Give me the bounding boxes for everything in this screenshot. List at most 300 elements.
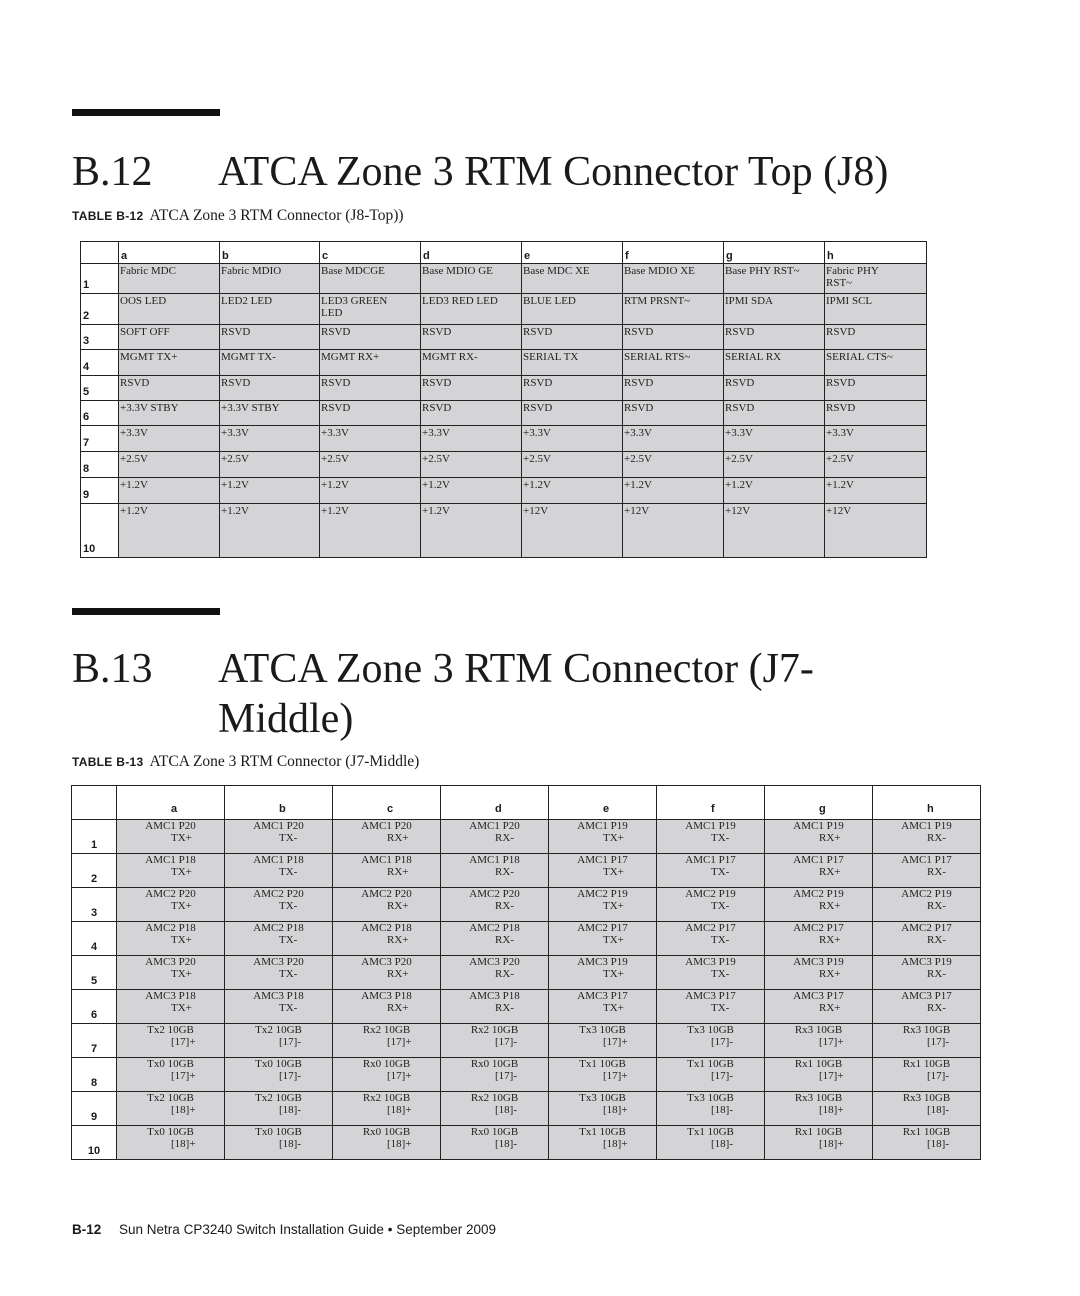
pin-cell: +3.3V STBY (220, 401, 320, 426)
pin-signal: AMC1 P20 (145, 820, 196, 832)
pin-polarity: RX- (495, 832, 514, 844)
pin-cell (441, 820, 549, 854)
pin-cell: RSVD (522, 325, 623, 350)
row-number: 4 (72, 922, 117, 956)
pin-cell (333, 956, 441, 990)
column-header-label: h (927, 803, 934, 815)
pin-polarity: RX- (927, 866, 946, 878)
pin-signal: AMC1 P20 (469, 820, 520, 832)
table-row (81, 401, 927, 426)
pin-cell: SERIAL RX (724, 350, 825, 376)
pin-cell: +1.2V (119, 478, 220, 504)
column-header-a: a (119, 242, 220, 264)
table-row (81, 426, 927, 452)
pin-cell (873, 990, 981, 1024)
pin-signal: AMC3 P17 (901, 990, 952, 1002)
pin-signal: Rx1 10GB (902, 1058, 951, 1070)
pin-polarity: TX+ (603, 900, 624, 912)
row-number: 5 (72, 956, 117, 990)
pin-signal: AMC3 P19 (685, 956, 736, 968)
pin-cell (549, 922, 657, 956)
pin-cell: +2.5V (220, 452, 320, 478)
pin-cell (549, 820, 657, 854)
pin-cell: RSVD (623, 376, 724, 401)
row-number: 4 (81, 350, 119, 376)
column-header-f: f (623, 242, 724, 264)
pin-cell (441, 956, 549, 990)
pin-cell (441, 854, 549, 888)
pin-polarity: [18]- (279, 1104, 301, 1116)
pin-cell (333, 990, 441, 1024)
pin-signal: Rx2 10GB (362, 1092, 411, 1104)
section-number: B.13 (72, 646, 153, 692)
pin-cell (117, 1092, 225, 1126)
pin-polarity: RX+ (387, 1002, 409, 1014)
pin-cell (873, 820, 981, 854)
column-header-label: g (819, 803, 826, 815)
pin-polarity: [18]+ (171, 1138, 196, 1150)
pin-cell (441, 1092, 549, 1126)
pin-cell: +1.2V (320, 478, 421, 504)
pin-signal: AMC2 P17 (685, 922, 736, 934)
page-number: B-12 (72, 1222, 102, 1237)
pin-cell (765, 1126, 873, 1160)
pin-cell: +1.2V (825, 478, 927, 504)
table-row (81, 294, 927, 325)
corner-cell (81, 242, 119, 264)
pin-cell: +1.2V (320, 504, 421, 558)
pin-polarity: [18]+ (819, 1104, 844, 1116)
row-number: 10 (72, 1126, 117, 1160)
pin-cell (657, 854, 765, 888)
pin-cell: RSVD (724, 376, 825, 401)
pin-signal: Tx0 10GB (147, 1058, 194, 1070)
column-header-f (657, 786, 765, 820)
footer-separator: • (387, 1222, 393, 1237)
pin-cell (333, 1024, 441, 1058)
section-title-line-1: ATCA Zone 3 RTM Connector (J7- (218, 646, 814, 692)
pin-cell (333, 1058, 441, 1092)
pin-cell: RSVD (421, 401, 522, 426)
pin-cell (549, 990, 657, 1024)
pin-cell: RSVD (220, 376, 320, 401)
pin-signal: AMC2 P17 (793, 922, 844, 934)
row-number: 3 (72, 888, 117, 922)
pin-signal: AMC2 P20 (145, 888, 196, 900)
pin-signal: AMC1 P19 (793, 820, 844, 832)
column-header-b (225, 786, 333, 820)
pin-cell: +1.2V (119, 504, 220, 558)
pin-cell: +2.5V (421, 452, 522, 478)
pin-signal: AMC2 P19 (901, 888, 952, 900)
pin-cell: +12V (724, 504, 825, 558)
pin-cell: RSVD (320, 325, 421, 350)
pin-cell: SOFT OFF (119, 325, 220, 350)
pin-cell: +3.3V (724, 426, 825, 452)
pin-signal: Tx0 10GB (255, 1126, 302, 1138)
pin-polarity: RX- (927, 900, 946, 912)
pin-signal: AMC3 P20 (469, 956, 520, 968)
section-heading-b12 (72, 147, 888, 197)
pin-signal: Rx3 10GB (902, 1092, 951, 1104)
pin-signal: Tx3 10GB (579, 1024, 626, 1036)
pin-signal: AMC2 P18 (253, 922, 304, 934)
pin-cell: RSVD (522, 376, 623, 401)
pin-signal: AMC2 P19 (685, 888, 736, 900)
pin-signal: AMC3 P19 (901, 956, 952, 968)
pin-polarity: TX+ (171, 934, 192, 946)
pin-polarity: [18]+ (387, 1138, 412, 1150)
pin-cell: RSVD (421, 325, 522, 350)
pin-cell (657, 888, 765, 922)
pin-polarity: RX+ (387, 900, 409, 912)
pin-cell (225, 1126, 333, 1160)
pin-cell (873, 1024, 981, 1058)
pin-cell (333, 820, 441, 854)
pin-polarity: RX- (927, 1002, 946, 1014)
pin-polarity: TX- (711, 832, 730, 844)
table-title: ATCA Zone 3 RTM Connector (J8-Top)) (149, 207, 404, 224)
row-number: 1 (81, 264, 119, 294)
pin-cell (657, 1024, 765, 1058)
pin-cell: Base MDCGE (320, 264, 421, 294)
pin-polarity: TX- (279, 968, 298, 980)
pin-polarity: [17]- (279, 1036, 301, 1048)
pin-cell (225, 1024, 333, 1058)
pin-signal: Tx1 10GB (579, 1058, 626, 1070)
pin-cell (657, 1126, 765, 1160)
pin-signal: Rx0 10GB (470, 1126, 519, 1138)
pin-cell (225, 922, 333, 956)
pin-polarity: RX+ (387, 832, 409, 844)
pin-cell (333, 854, 441, 888)
pin-signal: AMC1 P19 (685, 820, 736, 832)
table-row (81, 264, 927, 294)
row-number: 6 (81, 401, 119, 426)
pin-cell: +12V (623, 504, 724, 558)
pin-polarity: TX+ (171, 1002, 192, 1014)
pin-polarity: [18]- (927, 1138, 949, 1150)
table-header-row (81, 242, 927, 264)
pin-cell (765, 820, 873, 854)
pin-cell: SERIAL CTS~ (825, 350, 927, 376)
pin-signal: Tx2 10GB (147, 1092, 194, 1104)
pin-cell (549, 1126, 657, 1160)
pin-polarity: RX+ (387, 968, 409, 980)
column-header-g (765, 786, 873, 820)
pin-cell (765, 990, 873, 1024)
pin-cell (657, 1058, 765, 1092)
pin-cell: +12V (825, 504, 927, 558)
pin-polarity: [17]+ (819, 1070, 844, 1082)
table-row (81, 504, 927, 558)
pin-cell (873, 1058, 981, 1092)
pin-polarity: [18]- (711, 1138, 733, 1150)
pin-cell (657, 990, 765, 1024)
pin-cell: +1.2V (522, 478, 623, 504)
row-number: 5 (81, 376, 119, 401)
pin-signal: AMC1 P18 (469, 854, 520, 866)
column-header-e (549, 786, 657, 820)
column-header-e: e (522, 242, 623, 264)
table-row (81, 376, 927, 401)
pin-polarity: TX- (711, 900, 730, 912)
table-row (72, 1126, 981, 1160)
column-header-b: b (220, 242, 320, 264)
pin-cell (441, 1058, 549, 1092)
section-heading-b13 (72, 644, 814, 744)
pin-cell: +2.5V (522, 452, 623, 478)
pin-polarity: TX+ (603, 866, 624, 878)
pin-cell: +1.2V (421, 504, 522, 558)
table-row (72, 888, 981, 922)
pin-signal: Rx2 10GB (470, 1024, 519, 1036)
pin-signal: Rx1 10GB (794, 1126, 843, 1138)
section-title-line-2: Middle) (218, 696, 354, 742)
pin-cell (549, 1058, 657, 1092)
pin-signal: Tx2 10GB (147, 1024, 194, 1036)
pin-cell: +3.3V (825, 426, 927, 452)
pin-polarity: [18]+ (603, 1138, 628, 1150)
pin-polarity: [17]+ (819, 1036, 844, 1048)
pin-cell: RSVD (522, 401, 623, 426)
pin-polarity: TX+ (171, 968, 192, 980)
pin-polarity: TX+ (171, 832, 192, 844)
pin-cell: +2.5V (825, 452, 927, 478)
pin-signal: Rx2 10GB (470, 1092, 519, 1104)
pin-signal: Rx0 10GB (362, 1126, 411, 1138)
pin-cell: +2.5V (119, 452, 220, 478)
column-header-g: g (724, 242, 825, 264)
pin-cell: RSVD (825, 401, 927, 426)
pin-cell: +3.3V (320, 426, 421, 452)
pin-cell (225, 820, 333, 854)
pin-cell: +3.3V (522, 426, 623, 452)
pin-cell: RTM PRSNT~ (623, 294, 724, 325)
pin-polarity: TX+ (603, 1002, 624, 1014)
pin-cell: Base MDIO XE (623, 264, 724, 294)
column-header-label: d (495, 803, 502, 815)
pin-polarity: [17]+ (387, 1036, 412, 1048)
pin-polarity: TX+ (603, 968, 624, 980)
pin-polarity: TX+ (171, 900, 192, 912)
pin-signal: Tx0 10GB (147, 1126, 194, 1138)
pin-cell: MGMT TX+ (119, 350, 220, 376)
pin-cell (333, 922, 441, 956)
pin-signal: Tx3 10GB (687, 1024, 734, 1036)
table-title: ATCA Zone 3 RTM Connector (J7-Middle) (149, 753, 420, 770)
pin-cell: RSVD (623, 401, 724, 426)
pin-cell (441, 990, 549, 1024)
pin-cell (225, 888, 333, 922)
table-row (72, 922, 981, 956)
pin-polarity: RX+ (819, 934, 841, 946)
column-header-c: c (320, 242, 421, 264)
pin-signal: Rx0 10GB (362, 1058, 411, 1070)
pin-polarity: RX+ (387, 934, 409, 946)
pin-cell: +3.3V (220, 426, 320, 452)
j7-middle-pinout-table (71, 785, 981, 1160)
pin-cell: RSVD (623, 325, 724, 350)
pin-signal: AMC2 P18 (361, 922, 412, 934)
pin-cell (225, 1058, 333, 1092)
pin-signal: AMC2 P18 (145, 922, 196, 934)
pin-cell (333, 1126, 441, 1160)
pin-cell: Fabric PHY RST~ (825, 264, 927, 294)
pin-cell (873, 854, 981, 888)
pin-polarity: TX- (279, 934, 298, 946)
pin-signal: Rx1 10GB (902, 1126, 951, 1138)
pin-polarity: [17]- (495, 1070, 517, 1082)
table-row (72, 1058, 981, 1092)
table-header-row (72, 786, 981, 820)
table-row (72, 854, 981, 888)
table-label: TABLE B-12 (72, 209, 144, 223)
pin-polarity: RX+ (819, 968, 841, 980)
pin-cell (765, 1058, 873, 1092)
row-number: 9 (72, 1092, 117, 1126)
pin-signal: Rx3 10GB (794, 1024, 843, 1036)
table-row (81, 325, 927, 350)
pin-cell: SERIAL RTS~ (623, 350, 724, 376)
pin-polarity: RX+ (819, 900, 841, 912)
pin-cell (873, 1126, 981, 1160)
pin-signal: AMC1 P19 (901, 820, 952, 832)
pin-cell: MGMT RX+ (320, 350, 421, 376)
j8-top-pinout-table (80, 241, 927, 558)
pin-polarity: [18]- (927, 1104, 949, 1116)
pin-signal: AMC1 P18 (253, 854, 304, 866)
pin-signal: AMC1 P20 (361, 820, 412, 832)
pin-polarity: TX+ (171, 866, 192, 878)
column-header-c (333, 786, 441, 820)
table-row (72, 1024, 981, 1058)
pin-cell (765, 1024, 873, 1058)
table-row (81, 350, 927, 376)
corner-cell (72, 786, 117, 820)
column-header-label: e (603, 803, 610, 815)
pin-signal: AMC1 P17 (793, 854, 844, 866)
pin-signal: AMC2 P19 (577, 888, 628, 900)
pin-cell: LED3 RED LED (421, 294, 522, 325)
pin-polarity: TX- (711, 968, 730, 980)
pin-cell (117, 1024, 225, 1058)
pin-signal: AMC3 P17 (577, 990, 628, 1002)
pin-signal: AMC3 P18 (253, 990, 304, 1002)
pin-polarity: TX+ (603, 832, 624, 844)
pin-polarity: RX- (495, 968, 514, 980)
pin-cell: RSVD (825, 376, 927, 401)
pin-cell (225, 854, 333, 888)
section-title: ATCA Zone 3 RTM Connector Top (J8) (218, 149, 889, 195)
pin-polarity: [18]+ (603, 1104, 628, 1116)
pin-signal: Tx2 10GB (255, 1024, 302, 1036)
pin-cell (117, 1058, 225, 1092)
document-title: Sun Netra CP3240 Switch Installation Guide (119, 1222, 384, 1237)
pin-cell (117, 820, 225, 854)
table-row (72, 956, 981, 990)
pin-signal: AMC3 P18 (361, 990, 412, 1002)
pin-signal: Tx1 10GB (579, 1126, 626, 1138)
pin-signal: AMC3 P19 (577, 956, 628, 968)
pin-cell: LED2 LED (220, 294, 320, 325)
pin-signal: Tx0 10GB (255, 1058, 302, 1070)
pin-cell (549, 1092, 657, 1126)
document-date: September 2009 (396, 1222, 497, 1237)
pin-cell (441, 888, 549, 922)
pin-polarity: TX- (279, 1002, 298, 1014)
pin-polarity: TX- (279, 832, 298, 844)
pin-cell: SERIAL TX (522, 350, 623, 376)
pin-signal: AMC3 P20 (253, 956, 304, 968)
pin-signal: AMC2 P17 (901, 922, 952, 934)
pin-signal: AMC3 P17 (793, 990, 844, 1002)
column-header-h: h (825, 242, 927, 264)
pin-cell: OOS LED (119, 294, 220, 325)
pin-cell: MGMT TX- (220, 350, 320, 376)
pin-cell (117, 854, 225, 888)
pin-polarity: [17]+ (387, 1070, 412, 1082)
column-header-label: c (387, 803, 394, 815)
pin-cell (225, 1092, 333, 1126)
row-number: 2 (81, 294, 119, 325)
pin-polarity: [17]+ (603, 1036, 628, 1048)
row-number: 2 (72, 854, 117, 888)
pin-cell: +1.2V (220, 478, 320, 504)
pin-signal: AMC2 P20 (253, 888, 304, 900)
pin-polarity: TX- (711, 866, 730, 878)
pin-cell: IPMI SCL (825, 294, 927, 325)
pin-cell: +3.3V (623, 426, 724, 452)
pin-polarity: [18]+ (171, 1104, 196, 1116)
pin-signal: AMC1 P18 (145, 854, 196, 866)
pin-cell (441, 1126, 549, 1160)
pin-cell: Base MDIO GE (421, 264, 522, 294)
pin-cell (549, 854, 657, 888)
pin-signal: Tx1 10GB (687, 1058, 734, 1070)
table-caption-b13 (72, 753, 419, 771)
column-header-label: f (711, 803, 715, 815)
pin-cell (117, 1126, 225, 1160)
pin-signal: AMC3 P17 (685, 990, 736, 1002)
pin-polarity: [17]+ (603, 1070, 628, 1082)
pin-signal: Rx0 10GB (470, 1058, 519, 1070)
pin-signal: AMC1 P19 (577, 820, 628, 832)
pin-polarity: [17]- (927, 1070, 949, 1082)
pin-polarity: [17]- (711, 1036, 733, 1048)
pin-signal: AMC3 P20 (361, 956, 412, 968)
pin-polarity: TX- (279, 866, 298, 878)
row-number: 3 (81, 325, 119, 350)
pin-signal: AMC2 P18 (469, 922, 520, 934)
pin-cell: RSVD (320, 376, 421, 401)
pin-cell: RSVD (320, 401, 421, 426)
pin-polarity: [17]- (927, 1036, 949, 1048)
pin-cell: Base MDC XE (522, 264, 623, 294)
pin-polarity: [18]- (495, 1138, 517, 1150)
pin-cell: RSVD (724, 401, 825, 426)
pin-cell: +3.3V STBY (119, 401, 220, 426)
pin-signal: Rx2 10GB (362, 1024, 411, 1036)
column-header-h (873, 786, 981, 820)
pin-polarity: RX- (927, 968, 946, 980)
pin-cell: +12V (522, 504, 623, 558)
pin-cell (441, 922, 549, 956)
pin-cell: +2.5V (623, 452, 724, 478)
pin-cell (549, 888, 657, 922)
pin-polarity: RX- (927, 832, 946, 844)
table-label: TABLE B-13 (72, 755, 144, 769)
